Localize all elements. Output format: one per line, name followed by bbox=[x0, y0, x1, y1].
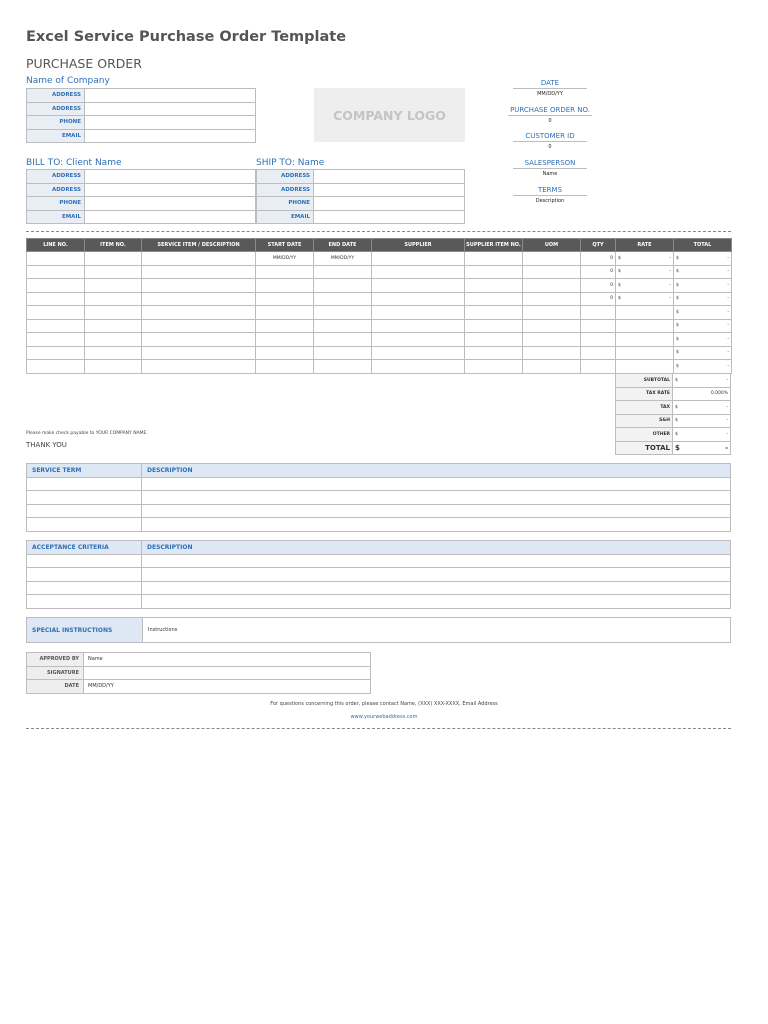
currency-symbol: $ bbox=[675, 377, 678, 383]
bill-to-title: BILL TO: Client Name bbox=[26, 158, 122, 168]
meta-po-number bbox=[505, 106, 595, 124]
item-cell[interactable] bbox=[142, 360, 256, 374]
item-cell[interactable] bbox=[523, 306, 581, 320]
table-row bbox=[27, 265, 732, 279]
service-terms-table bbox=[26, 463, 731, 532]
column-header: QTY bbox=[581, 239, 616, 252]
item-cell[interactable] bbox=[27, 306, 85, 320]
table-row bbox=[27, 279, 732, 293]
acceptance-cell[interactable] bbox=[27, 554, 142, 568]
item-cell[interactable] bbox=[465, 333, 523, 347]
footer-website-link[interactable]: www.yourwebaddress.com bbox=[350, 714, 418, 720]
company-logo-placeholder[interactable]: COMPANY LOGO bbox=[314, 88, 465, 142]
company-address-label: ADDRESS bbox=[27, 89, 85, 103]
totals-value-cell[interactable] bbox=[673, 401, 731, 415]
totals-value: - bbox=[726, 431, 728, 437]
totals-label: S&H bbox=[616, 414, 673, 428]
bill-to-table bbox=[26, 169, 256, 224]
currency-symbol: $ bbox=[676, 323, 679, 329]
total-cell[interactable] bbox=[674, 360, 732, 374]
currency-symbol: $ bbox=[618, 296, 621, 302]
qty-cell[interactable]: 0 bbox=[581, 292, 616, 306]
currency-symbol: $ bbox=[675, 418, 678, 424]
totals-row bbox=[616, 374, 731, 388]
ship-address-field[interactable] bbox=[314, 183, 465, 197]
rate-value: - bbox=[669, 255, 671, 261]
item-cell[interactable] bbox=[465, 346, 523, 360]
acceptance-cell[interactable] bbox=[27, 568, 142, 582]
bill-phone-label: PHONE bbox=[27, 197, 85, 211]
item-cell[interactable] bbox=[372, 252, 465, 266]
totals-value-cell[interactable] bbox=[673, 428, 731, 442]
ship-phone-field[interactable] bbox=[314, 197, 465, 211]
table-row bbox=[27, 333, 732, 347]
total-cell[interactable] bbox=[674, 292, 732, 306]
item-cell[interactable] bbox=[581, 360, 616, 374]
acceptance-description-header: DESCRIPTION bbox=[142, 541, 731, 555]
item-cell[interactable] bbox=[256, 306, 314, 320]
item-cell[interactable] bbox=[314, 319, 372, 333]
total-value: - bbox=[727, 336, 729, 342]
item-cell[interactable] bbox=[27, 292, 85, 306]
company-address-field[interactable] bbox=[85, 89, 256, 103]
currency-symbol: $ bbox=[676, 350, 679, 356]
total-cell[interactable] bbox=[674, 265, 732, 279]
meta-customer-id bbox=[505, 132, 595, 150]
total-cell[interactable] bbox=[674, 319, 732, 333]
item-cell[interactable] bbox=[142, 346, 256, 360]
totals-table bbox=[615, 373, 731, 455]
total-value: - bbox=[727, 323, 729, 329]
item-cell[interactable] bbox=[616, 319, 674, 333]
table-row bbox=[27, 360, 732, 374]
special-instructions-value[interactable]: Instructions bbox=[148, 627, 178, 633]
total-cell[interactable] bbox=[674, 346, 732, 360]
column-header: TOTAL bbox=[674, 239, 732, 252]
acceptance-description-cell[interactable] bbox=[142, 581, 731, 595]
customer-id-value[interactable]: 0 bbox=[548, 144, 552, 150]
bill-address-field[interactable] bbox=[85, 170, 256, 184]
company-address-label: ADDRESS bbox=[27, 102, 85, 116]
customer-id-label: CUSTOMER ID bbox=[513, 132, 587, 142]
bill-address-label: ADDRESS bbox=[27, 183, 85, 197]
item-cell[interactable] bbox=[465, 306, 523, 320]
totals-label: TAX RATE bbox=[616, 387, 673, 401]
thank-you-text: THANK YOU bbox=[26, 441, 67, 449]
start-date-cell[interactable]: MM/DD/YY bbox=[256, 252, 314, 266]
item-cell[interactable] bbox=[372, 306, 465, 320]
total-cell[interactable] bbox=[674, 333, 732, 347]
item-cell[interactable] bbox=[616, 333, 674, 347]
item-cell[interactable] bbox=[465, 265, 523, 279]
item-cell[interactable] bbox=[465, 292, 523, 306]
salesperson-value[interactable]: Name bbox=[542, 171, 558, 177]
item-cell[interactable] bbox=[85, 265, 142, 279]
footer-contact: For questions concerning this order, please contact Name, (XXX) XXX-XXXX, Email Address bbox=[270, 701, 498, 707]
grand-total-value: - bbox=[725, 443, 728, 452]
total-cell[interactable] bbox=[674, 279, 732, 293]
item-cell[interactable] bbox=[314, 292, 372, 306]
bill-email-label: EMAIL bbox=[27, 210, 85, 224]
rate-cell[interactable] bbox=[616, 265, 674, 279]
currency-symbol: $ bbox=[676, 363, 679, 369]
ship-email-label: EMAIL bbox=[257, 210, 314, 224]
special-instructions-label: SPECIAL INSTRUCTIONS bbox=[27, 618, 143, 642]
line-items-table bbox=[26, 238, 732, 374]
service-description-cell[interactable] bbox=[142, 491, 731, 505]
ship-address-label: ADDRESS bbox=[257, 183, 314, 197]
item-cell[interactable] bbox=[85, 306, 142, 320]
totals-row bbox=[616, 387, 731, 401]
purchase-order-heading: PURCHASE ORDER bbox=[26, 56, 142, 71]
item-cell[interactable] bbox=[465, 279, 523, 293]
totals-label: SUBTOTAL bbox=[616, 374, 673, 388]
item-cell[interactable] bbox=[27, 252, 85, 266]
total-value: - bbox=[727, 255, 729, 261]
item-cell[interactable] bbox=[523, 333, 581, 347]
column-header: ITEM NO. bbox=[85, 239, 142, 252]
total-value: - bbox=[727, 309, 729, 315]
total-value: - bbox=[727, 296, 729, 302]
qty-cell[interactable]: 0 bbox=[581, 252, 616, 266]
item-cell[interactable] bbox=[314, 279, 372, 293]
salesperson-label: SALESPERSON bbox=[513, 159, 587, 169]
meta-terms bbox=[505, 186, 595, 204]
ship-phone-label: PHONE bbox=[257, 197, 314, 211]
currency-symbol: $ bbox=[675, 404, 678, 410]
approval-date-field[interactable]: MM/DD/YY bbox=[84, 680, 371, 694]
item-cell[interactable] bbox=[85, 346, 142, 360]
meta-salesperson bbox=[505, 159, 595, 177]
service-description-cell[interactable] bbox=[142, 477, 731, 491]
column-header: START DATE bbox=[256, 239, 314, 252]
item-cell[interactable] bbox=[523, 360, 581, 374]
rate-cell[interactable] bbox=[616, 279, 674, 293]
item-cell[interactable] bbox=[142, 252, 256, 266]
currency-symbol: $ bbox=[676, 309, 679, 315]
table-row bbox=[27, 252, 732, 266]
totals-value: - bbox=[726, 377, 728, 383]
qty-cell[interactable]: 0 bbox=[581, 265, 616, 279]
ship-address-label: ADDRESS bbox=[257, 170, 314, 184]
approved-by-field[interactable]: Name bbox=[84, 653, 371, 667]
acceptance-description-cell[interactable] bbox=[142, 568, 731, 582]
table-row bbox=[27, 346, 732, 360]
rate-value: - bbox=[669, 282, 671, 288]
currency-symbol: $ bbox=[676, 282, 679, 288]
item-cell[interactable] bbox=[142, 292, 256, 306]
item-cell[interactable] bbox=[142, 306, 256, 320]
item-cell[interactable] bbox=[314, 306, 372, 320]
item-cell[interactable] bbox=[372, 360, 465, 374]
bill-address-label: ADDRESS bbox=[27, 170, 85, 184]
total-cell[interactable] bbox=[674, 306, 732, 320]
table-row bbox=[27, 292, 732, 306]
signature-field[interactable] bbox=[84, 666, 371, 680]
currency-symbol: $ bbox=[618, 282, 621, 288]
currency-symbol: $ bbox=[618, 269, 621, 275]
item-cell[interactable] bbox=[256, 346, 314, 360]
po-number-label: PURCHASE ORDER NO. bbox=[508, 106, 592, 116]
item-cell[interactable] bbox=[372, 292, 465, 306]
column-header: END DATE bbox=[314, 239, 372, 252]
item-cell[interactable] bbox=[372, 346, 465, 360]
dashed-divider bbox=[26, 231, 731, 232]
item-cell[interactable] bbox=[465, 319, 523, 333]
column-header: UOM bbox=[523, 239, 581, 252]
item-cell[interactable] bbox=[27, 360, 85, 374]
item-cell[interactable] bbox=[616, 306, 674, 320]
item-cell[interactable] bbox=[256, 360, 314, 374]
item-cell[interactable] bbox=[142, 319, 256, 333]
terms-label: TERMS bbox=[513, 186, 587, 196]
bill-phone-field[interactable] bbox=[85, 197, 256, 211]
item-cell[interactable] bbox=[85, 279, 142, 293]
company-phone-field[interactable] bbox=[85, 116, 256, 130]
column-header: SERVICE ITEM / DESCRIPTION bbox=[142, 239, 256, 252]
item-cell[interactable] bbox=[581, 346, 616, 360]
acceptance-criteria-table bbox=[26, 540, 731, 609]
item-cell[interactable] bbox=[314, 333, 372, 347]
item-cell[interactable] bbox=[523, 252, 581, 266]
approval-table bbox=[26, 652, 371, 694]
totals-row bbox=[616, 414, 731, 428]
totals-row bbox=[616, 401, 731, 415]
totals-label: TAX bbox=[616, 401, 673, 415]
grand-total-label: TOTAL bbox=[616, 441, 673, 455]
item-cell[interactable] bbox=[142, 279, 256, 293]
terms-value[interactable]: Description bbox=[535, 198, 565, 204]
company-email-label: EMAIL bbox=[27, 129, 85, 143]
item-cell[interactable] bbox=[256, 265, 314, 279]
item-cell[interactable] bbox=[581, 306, 616, 320]
acceptance-criteria-header: ACCEPTANCE CRITERIA bbox=[27, 541, 142, 555]
currency-symbol: $ bbox=[675, 443, 680, 452]
item-cell[interactable] bbox=[142, 265, 256, 279]
column-header: LINE NO. bbox=[27, 239, 85, 252]
item-cell[interactable] bbox=[142, 333, 256, 347]
service-term-header: SERVICE TERM bbox=[27, 464, 142, 478]
totals-value: - bbox=[726, 404, 728, 410]
po-number-value[interactable]: 0 bbox=[548, 118, 552, 124]
total-value: - bbox=[727, 363, 729, 369]
totals-label: OTHER bbox=[616, 428, 673, 442]
ship-to-table bbox=[256, 169, 465, 224]
company-email-field[interactable] bbox=[85, 129, 256, 143]
totals-value-cell[interactable] bbox=[673, 387, 731, 401]
company-phone-label: PHONE bbox=[27, 116, 85, 130]
item-cell[interactable] bbox=[523, 346, 581, 360]
currency-symbol: $ bbox=[675, 431, 678, 437]
grand-total-cell bbox=[673, 441, 731, 455]
item-cell[interactable] bbox=[85, 319, 142, 333]
currency-symbol: $ bbox=[618, 255, 621, 261]
company-name: Name of Company bbox=[26, 76, 110, 86]
item-cell[interactable] bbox=[314, 265, 372, 279]
service-description-header: DESCRIPTION bbox=[142, 464, 731, 478]
item-cell[interactable] bbox=[581, 319, 616, 333]
item-cell[interactable] bbox=[27, 319, 85, 333]
rate-cell[interactable] bbox=[616, 292, 674, 306]
service-term-cell[interactable] bbox=[27, 518, 142, 532]
item-cell[interactable] bbox=[372, 279, 465, 293]
column-header: SUPPLIER ITEM NO. bbox=[465, 239, 523, 252]
item-cell[interactable] bbox=[27, 346, 85, 360]
item-cell[interactable] bbox=[256, 319, 314, 333]
item-cell[interactable] bbox=[523, 265, 581, 279]
item-cell[interactable] bbox=[27, 279, 85, 293]
item-cell[interactable] bbox=[616, 346, 674, 360]
item-cell[interactable] bbox=[465, 252, 523, 266]
company-address-table bbox=[26, 88, 256, 143]
item-cell[interactable] bbox=[85, 292, 142, 306]
qty-cell[interactable]: 0 bbox=[581, 279, 616, 293]
total-value: - bbox=[727, 350, 729, 356]
total-value: - bbox=[727, 269, 729, 275]
service-term-cell[interactable] bbox=[27, 477, 142, 491]
item-cell[interactable] bbox=[314, 346, 372, 360]
item-cell[interactable] bbox=[314, 360, 372, 374]
item-cell[interactable] bbox=[85, 360, 142, 374]
date-label: DATE bbox=[513, 79, 587, 89]
table-row bbox=[27, 319, 732, 333]
service-term-cell[interactable] bbox=[27, 491, 142, 505]
item-cell[interactable] bbox=[523, 292, 581, 306]
totals-value-cell[interactable] bbox=[673, 374, 731, 388]
special-instructions-box bbox=[26, 617, 731, 643]
ship-to-title: SHIP TO: Name bbox=[256, 158, 325, 168]
approved-by-label: APPROVED BY bbox=[27, 653, 84, 667]
item-cell[interactable] bbox=[616, 360, 674, 374]
ship-email-field[interactable] bbox=[314, 210, 465, 224]
approval-date-label: DATE bbox=[27, 680, 84, 694]
rate-value: - bbox=[669, 296, 671, 302]
item-cell[interactable] bbox=[465, 360, 523, 374]
item-cell[interactable] bbox=[372, 319, 465, 333]
item-cell[interactable] bbox=[85, 333, 142, 347]
item-cell[interactable] bbox=[85, 252, 142, 266]
item-cell[interactable] bbox=[372, 333, 465, 347]
date-value[interactable]: MM/DD/YY bbox=[537, 91, 563, 97]
totals-value-cell[interactable] bbox=[673, 414, 731, 428]
item-cell[interactable] bbox=[256, 333, 314, 347]
dashed-divider-bottom bbox=[26, 728, 731, 729]
acceptance-description-cell[interactable] bbox=[142, 554, 731, 568]
totals-row bbox=[616, 428, 731, 442]
item-cell[interactable] bbox=[27, 265, 85, 279]
rate-value: - bbox=[669, 269, 671, 275]
document-title: Excel Service Purchase Order Template bbox=[26, 29, 347, 45]
service-description-cell[interactable] bbox=[142, 504, 731, 518]
service-description-cell[interactable] bbox=[142, 518, 731, 532]
service-term-cell[interactable] bbox=[27, 504, 142, 518]
meta-date bbox=[505, 79, 595, 97]
currency-symbol: $ bbox=[676, 269, 679, 275]
acceptance-description-cell[interactable] bbox=[142, 595, 731, 609]
item-cell[interactable] bbox=[523, 319, 581, 333]
currency-symbol: $ bbox=[676, 336, 679, 342]
item-cell[interactable] bbox=[581, 333, 616, 347]
item-cell[interactable] bbox=[27, 333, 85, 347]
payable-note: Please make check payable to YOUR COMPANY NAME. bbox=[26, 431, 148, 436]
ship-address-field[interactable] bbox=[314, 170, 465, 184]
table-row bbox=[27, 306, 732, 320]
column-header: RATE bbox=[616, 239, 674, 252]
item-cell[interactable] bbox=[256, 292, 314, 306]
company-address-field[interactable] bbox=[85, 102, 256, 116]
total-cell[interactable] bbox=[674, 252, 732, 266]
bill-address-field[interactable] bbox=[85, 183, 256, 197]
totals-value: 0.000% bbox=[710, 391, 728, 397]
column-header: SUPPLIER bbox=[372, 239, 465, 252]
currency-symbol: $ bbox=[676, 296, 679, 302]
acceptance-cell[interactable] bbox=[27, 581, 142, 595]
end-date-cell[interactable]: MM/DD/YY bbox=[314, 252, 372, 266]
item-cell[interactable] bbox=[256, 279, 314, 293]
rate-cell[interactable] bbox=[616, 252, 674, 266]
currency-symbol: $ bbox=[676, 255, 679, 261]
item-cell[interactable] bbox=[523, 279, 581, 293]
acceptance-cell[interactable] bbox=[27, 595, 142, 609]
totals-value: - bbox=[726, 418, 728, 424]
bill-email-field[interactable] bbox=[85, 210, 256, 224]
item-cell[interactable] bbox=[372, 265, 465, 279]
total-value: - bbox=[727, 282, 729, 288]
signature-label: SIGNATURE bbox=[27, 666, 84, 680]
